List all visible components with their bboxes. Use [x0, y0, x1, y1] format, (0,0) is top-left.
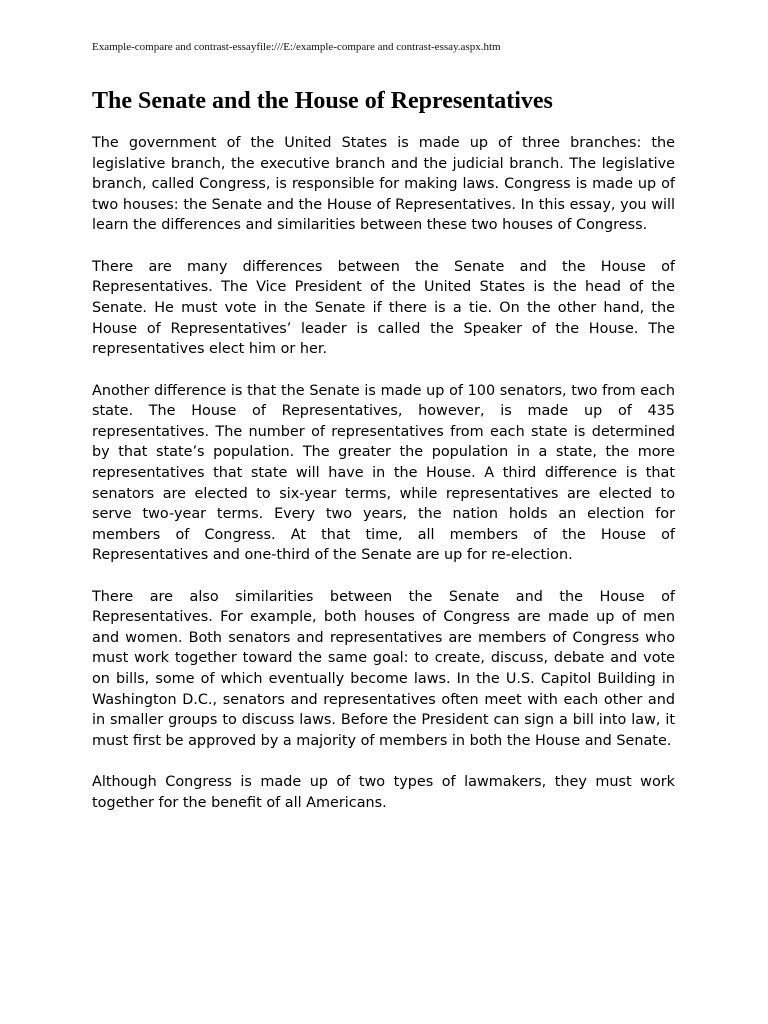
paragraph-intro: The government of the United States is made up of three branches: the legislative branch, the executive branch and the judicial branch. The legislative branch, called Congress, is responsible for making laws. Congress is made up of two houses: the Senate and the House of Representatives. In this essay, you will learn the differences and similarities between these two houses of Congress. — [92, 135, 675, 234]
essay-body — [92, 133, 675, 834]
paragraph-differences-membership: Another difference is that the Senate is made up of 100 senators, two from each state. The House of Representatives, however, is made up of 435 representatives. The number of representatives from each state is determined by that state’s population. The greater the population in a state, the more representatives that state will have in the House. A third difference is that senators are elected to six-year terms, while representatives are elected to serve two-year terms. Every two years, the nation holds an election for members of Congress. At that time, all members of the House of Representatives and one-third of the Senate are up for re-election. — [92, 382, 675, 564]
paragraph-conclusion: Although Congress is made up of two types of lawmakers, they must work together for the benefit of all Americans. — [92, 774, 675, 811]
page-title: The Senate and the House of Representatives — [92, 88, 553, 114]
paragraph-similarities: There are also similarities between the Senate and the House of Representatives. For example, both houses of Congress are made up of men and women. Both senators and representatives are members of Congress who must work together toward the same goal: to create, discuss, debate and vote on bills, some of which eventually become laws. In the U.S. Capitol Building in Washington D.C., senators and representatives often meet with each other and in smaller groups to discuss laws. Before the President can sign a bill into law, it must first be approved by a majority of members in both the House and Senate. — [92, 588, 675, 749]
page-header: Example-compare and contrast-essayfile:///E:/example-compare and contrast-essay.aspx.htm — [92, 41, 501, 53]
paragraph-differences-leaders: There are many differences between the Senate and the House of Representatives. The Vice President of the United States is the head of the Senate. He must vote in the Senate if there is a tie. On the other hand, the House of Representatives’ leader is called the Speaker of the House. The representatives elect him or her. — [92, 258, 675, 358]
